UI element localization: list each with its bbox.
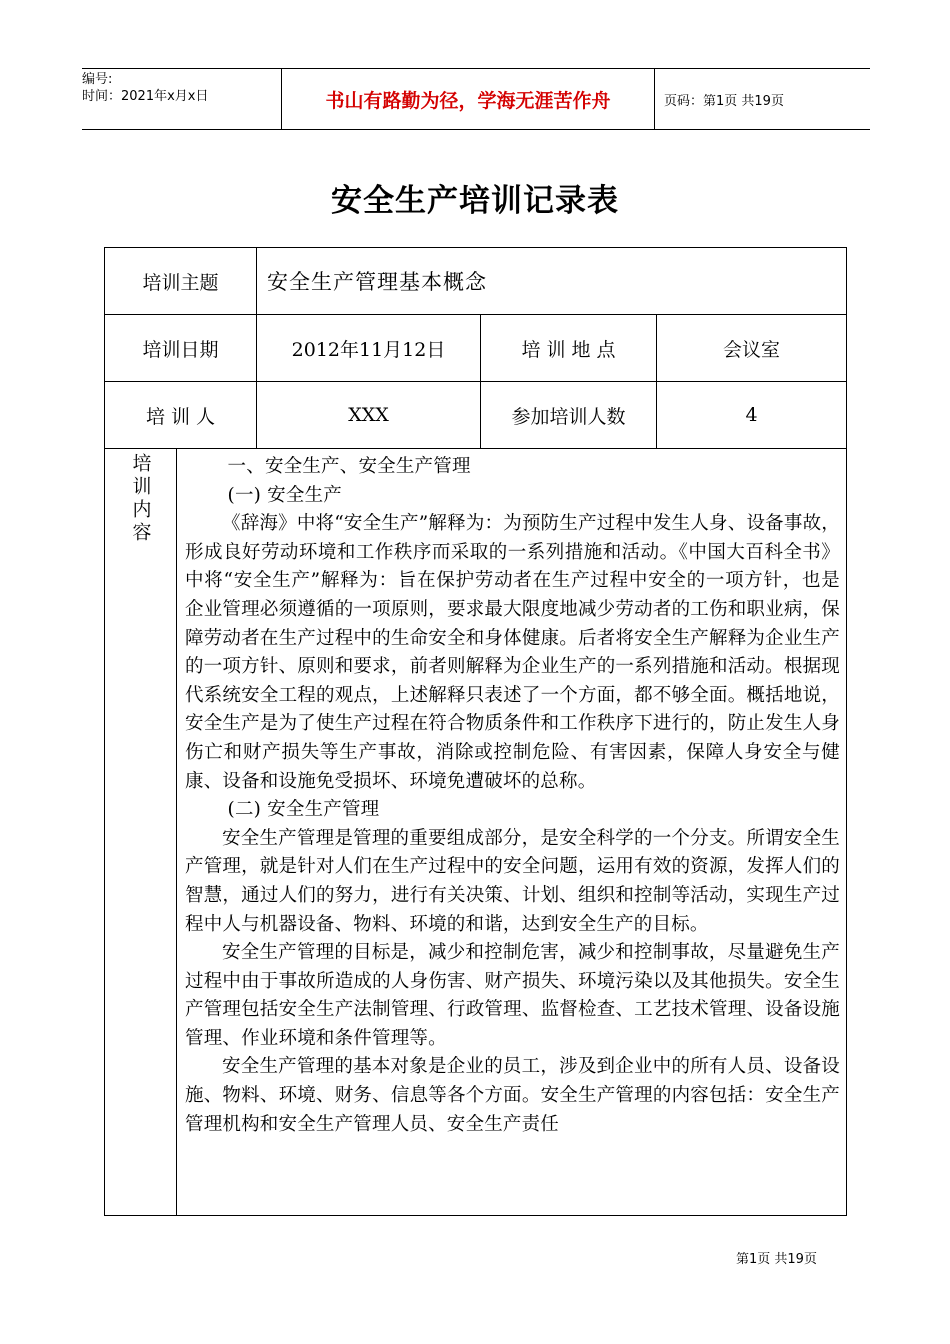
content-label: 培训内容 [129, 453, 152, 545]
section-heading-2: (一) 安全生产 [227, 484, 342, 506]
topic-label: 培训主题 [105, 248, 257, 314]
section-heading-1: 一、安全生产、安全生产管理 [227, 456, 471, 477]
page-title: 安全生产培训记录表 [331, 183, 619, 219]
time-label: 时间：2021年x月x日 [82, 89, 209, 104]
date-value: 2012年11月12日 [257, 315, 481, 381]
date-row [105, 315, 846, 382]
location-label: 培 训 地 点 [481, 315, 657, 381]
page-header [82, 68, 870, 130]
training-record-form [104, 247, 847, 1216]
number-label: 编号: [82, 72, 113, 87]
motto: 书山有路勤为径，学海无涯苦作舟 [281, 69, 655, 129]
attendees-value: 4 [745, 404, 758, 426]
content-row [105, 449, 846, 1215]
header-meta [82, 69, 280, 131]
date-label: 培训日期 [105, 315, 257, 381]
trainer-label: 培 训 人 [105, 382, 257, 448]
section-heading-3: (二) 安全生产管理 [227, 799, 380, 821]
page-footer: 第1页 共19页 [736, 1252, 817, 1267]
paragraph-4: 安全生产管理的基本对象是企业的员工，涉及到企业中的所有人员、设备设施、物料、环境、财务、信息等各个方面。安全生产管理的内容包括：安全生产管理机构和安全生产管理人员、安全生产责任 [185, 1056, 840, 1135]
page-info: 页码：第1页 共19页 [664, 93, 784, 109]
topic-value: 安全生产管理基本概念 [267, 270, 487, 294]
content-label-cell [105, 449, 177, 1215]
attendees-label: 参加培训人数 [481, 382, 657, 448]
paragraph-1: 《辞海》中将“安全生产”解释为：为预防生产过程中发生人身、设备事故，形成良好劳动环境和工作秩序而采取的一系列措施和活动。《中国大百科全书》中将“安全生产”解释为：旨在保护劳动者在生产过程中安全的一项方针，也是企业管理必须遵循的一项原则，要求最大限度地减少劳动者的工伤和职业病，保障劳动者在生产过程中的生命安全和身体健康。后者将安全生产解释为企业生产的一项方针、原则和要求，前者则解释为企业生产的一系列措施和活动。根据现代系统安全工程的观点，上述解释只表述了一个方面，都不够全面。概括地说，安全生产是为了使生产过程在符合物质条件和工作秩序下进行的，防止发生人身伤亡和财产损失等生产事故，消除或控制危险、有害因素，保障人身安全与健康、设备和设施免受损坏、环境免遭破坏的总称。 [185, 513, 840, 792]
content-body [177, 449, 846, 1215]
location-value: 会议室 [722, 338, 780, 361]
paragraph-2: 安全生产管理是管理的重要组成部分，是安全科学的一个分支。所谓安全生产管理，就是针对人们在生产过程中的安全问题，运用有效的资源，发挥人们的智慧，通过人们的努力，进行有关决策、计划、组织和控制等活动，实现生产过程中人与机器设备、物料、环境的和谐，达到安全生产的目标。 [185, 827, 840, 935]
trainer-value: XXX [257, 382, 481, 448]
paragraph-3: 安全生产管理的目标是，减少和控制危害，减少和控制事故，尽量避免生产过程中由于事故所造成的人身伤害、财产损失、环境污染以及其他损失。安全生产管理包括安全生产法制管理、行政管理、监督检查、工艺技术管理、设备设施管理、作业环境和条件管理等。 [185, 942, 840, 1049]
topic-row [105, 248, 846, 315]
trainer-row [105, 382, 846, 449]
